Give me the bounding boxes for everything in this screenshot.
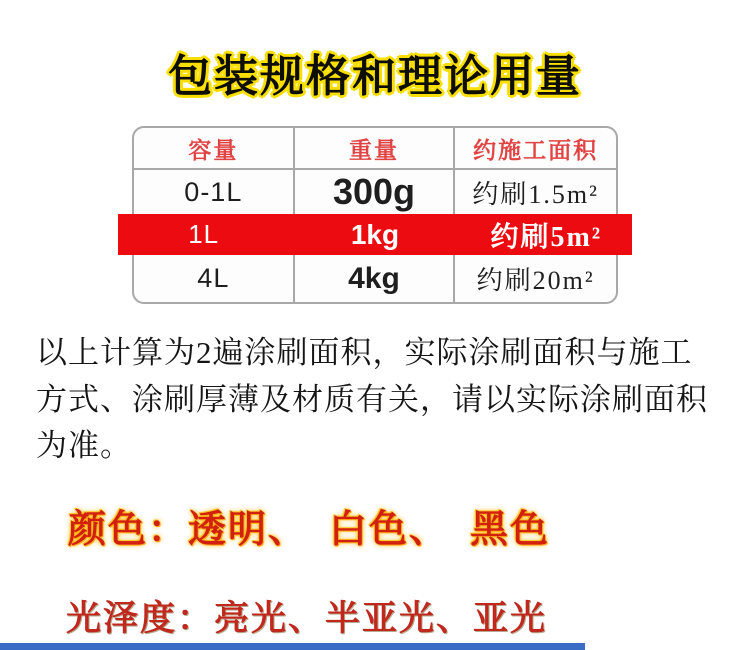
- table-row: [134, 170, 616, 214]
- usage-note-text: 以上计算为2遍涂刷面积，实际涂刷面积与施工方式、涂刷厚薄及材质有关，请以实际涂刷面积为准。: [36, 335, 708, 463]
- bottom-blue-bar: [0, 643, 585, 650]
- spec-table: [132, 126, 618, 304]
- header-capacity: 容量: [134, 128, 295, 168]
- color-options-text: 颜色：透明、 白色、 黑色: [68, 508, 551, 551]
- weight-value: 4kg: [295, 255, 456, 302]
- area-value: 约刷1.5m²: [472, 179, 599, 209]
- weight-value: 300g: [295, 170, 456, 214]
- page-title: 包装规格和理论用量: [168, 52, 582, 101]
- area-value: 约刷20m²: [476, 266, 595, 295]
- table-row: [134, 255, 616, 302]
- gloss-options-text: 光泽度：亮光、半亚光、亚光: [66, 598, 548, 638]
- table-header-row: [134, 128, 616, 170]
- area-value: 约刷5m²: [490, 221, 603, 253]
- capacity-value: 4L: [134, 255, 295, 302]
- header-area: 约施工面积: [473, 136, 599, 163]
- header-weight: 重量: [295, 128, 456, 168]
- capacity-value: 0-1L: [134, 170, 295, 214]
- capacity-value: 1L: [188, 219, 220, 249]
- weight-value: 1kg: [350, 218, 400, 250]
- table-row-highlighted: [118, 214, 632, 255]
